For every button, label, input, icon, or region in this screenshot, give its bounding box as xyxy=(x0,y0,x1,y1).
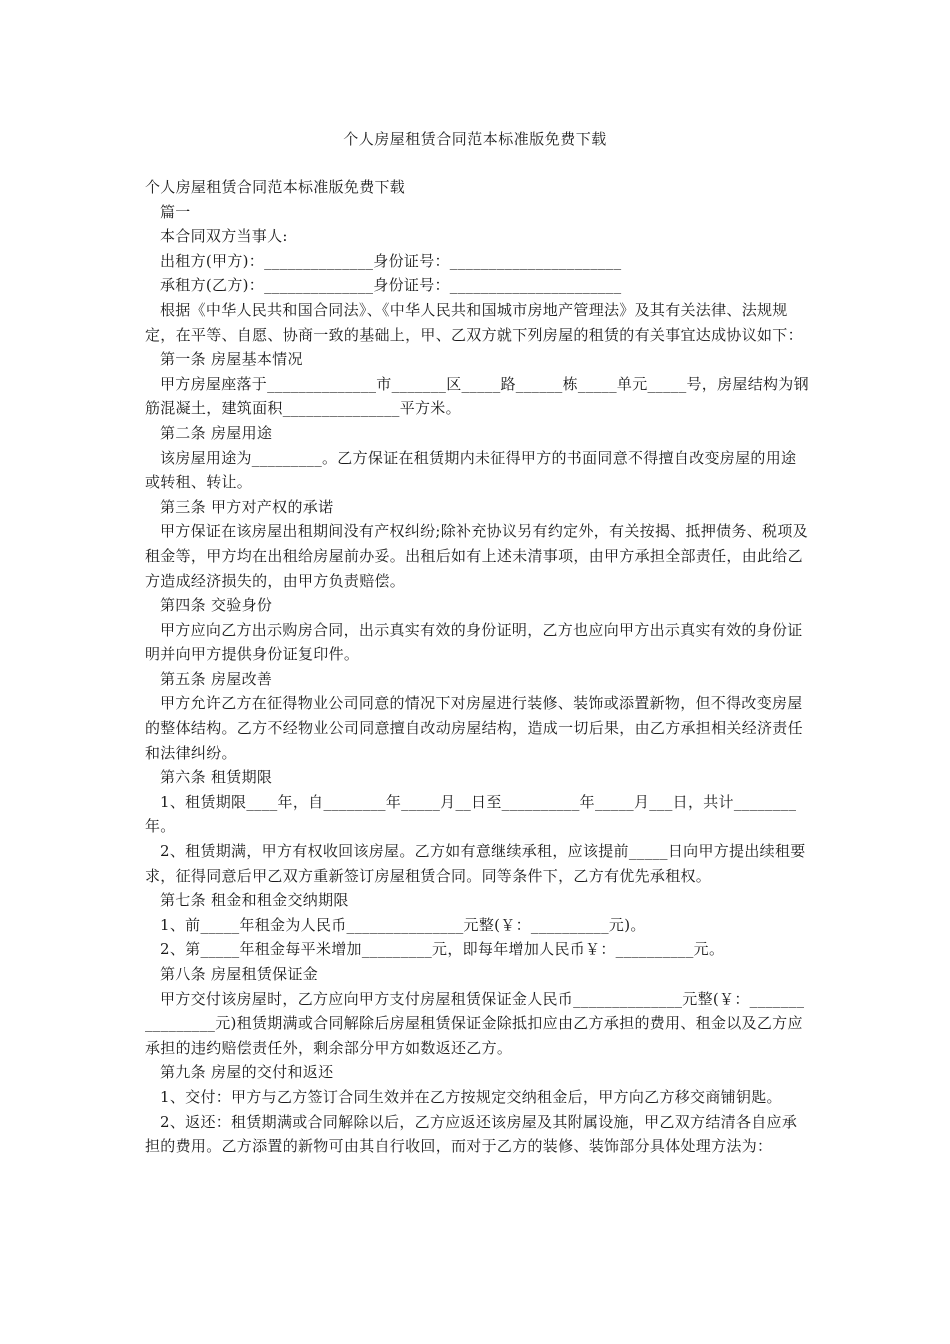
article-1-body: 甲方房屋座落于______________市_______区_____路______栋_____单元_____号，房屋结构为钢筋混凝土，建筑面积_______________平方米。 xyxy=(145,374,809,418)
article-3-heading: 第三条 甲方对产权的承诺 xyxy=(160,497,334,516)
section-label: 篇一 xyxy=(160,202,191,221)
article-6-item-2: 2、租赁期满，甲方有权收回该房屋。乙方如有意继续承租，应该提前_____日向甲方提出续租要求，征得同意后甲乙双方重新签订房屋租赁合同。同等条件下，乙方有优先承租权。 xyxy=(145,842,806,885)
article-5-heading: 第五条 房屋改善 xyxy=(160,669,273,688)
article-9-heading: 第九条 房屋的交付和返还 xyxy=(160,1063,334,1082)
article-7-item-2: 2、第_____年租金每平米增加_________元，即每年增加人民币￥：__________元。 xyxy=(160,940,725,959)
article-9-item-1: 1、交付：甲方与乙方签订合同生效并在乙方按规定交纳租金后，甲方向乙方移交商铺钥匙。 xyxy=(160,1087,782,1106)
article-8-heading: 第八条 房屋租赁保证金 xyxy=(160,965,319,983)
article-9-item-2: 2、返还：租赁期满或合同解除以后，乙方应返还该房屋及其附属设施，甲乙双方结清各自应承担的费用。乙方添置的新物可由其自行收回，而对于乙方的装修、装饰部分具体处理方法为： xyxy=(145,1112,798,1156)
lessee-line: 承租方(乙方)：______________身份证号：______________________ xyxy=(160,276,622,295)
article-6-heading: 第六条 租赁期限 xyxy=(160,768,273,787)
article-6-item-1: 1、租赁期限____年，自________年_____月__日至__________年_____月___日，共计________年。 xyxy=(145,792,797,836)
article-5-body: 甲方允许乙方在征得物业公司同意的情况下对房屋进行装修、装饰或添置新物，但不得改变房屋的整体结构。乙方不经物业公司同意擅自改动房屋结构，造成一切后果，由乙方承担相关经济责任和法律纠纷。 xyxy=(145,694,803,762)
page-header-title: 个人房屋租赁合同范本标准版免费下载 xyxy=(343,130,607,148)
preamble-paragraph: 根据《中华人民共和国合同法》、《中华人民共和国城市房地产管理法》及其有关法律、法规规定，在平等、自愿、协商一致的基础上，甲、乙双方就下列房屋的租赁的有关事宜达成协议如下： xyxy=(145,300,803,344)
article-8-body: 甲方交付该房屋时，乙方应向甲方支付房屋租赁保证金人民币______________元整(￥：________________元)租赁期满或合同解除后房屋租赁保证金除抵扣应由乙方承担的费用、租金以及乙方应承担的违约赔偿责任外，剩余部分甲方如数返还乙方。 xyxy=(145,989,805,1057)
article-7-heading: 第七条 租金和租金交纳期限 xyxy=(160,891,349,910)
article-2-body: 该房屋用途为_________。乙方保证在租赁期内未征得甲方的书面同意不得擅自改变房屋的用途或转租、转让。 xyxy=(145,448,797,492)
document-body xyxy=(145,175,810,1159)
article-4-heading: 第四条 交验身份 xyxy=(160,596,273,615)
article-7-item-1: 1、前_____年租金为人民币_______________元整(￥：__________元)。 xyxy=(160,915,646,934)
parties-heading: 本合同双方当事人: xyxy=(160,227,288,246)
article-2-heading: 第二条 房屋用途 xyxy=(160,423,273,442)
article-3-body: 甲方保证在该房屋出租期间没有产权纠纷;除补充协议另有约定外，有关按揭、抵押债务、税项及租金等，甲方均在出租给房屋前办妥。出租后如有上述未清事项，由甲方承担全部责任，由此给乙方造成经济损失的，由甲方负责赔偿。 xyxy=(145,522,808,590)
article-1-heading: 第一条 房屋基本情况 xyxy=(160,350,303,369)
doc-title-line: 个人房屋租赁合同范本标准版免费下载 xyxy=(145,178,406,196)
article-4-body: 甲方应向乙方出示购房合同，出示真实有效的身份证明，乙方也应向甲方出示真实有效的身份证明并向甲方提供身份证复印件。 xyxy=(145,620,803,664)
lessor-line: 出租方(甲方)：______________身份证号：______________________ xyxy=(160,251,622,270)
